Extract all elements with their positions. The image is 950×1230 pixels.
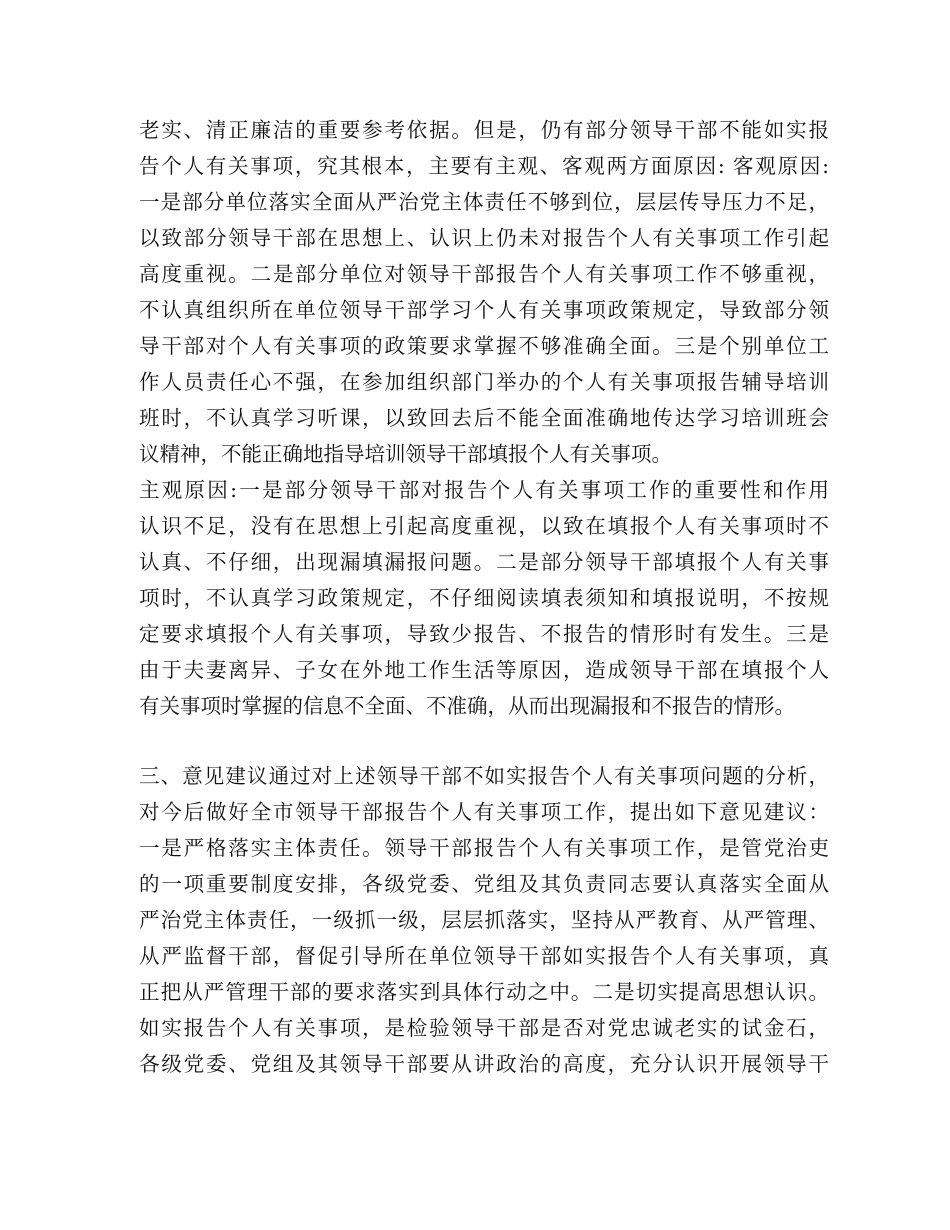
- text-line: 认识不足，没有在思想上引起高度重视，以致在填报个人有关事项时不: [139, 514, 829, 538]
- text-line: 对今后做好全市领导干部报告个人有关事项工作，提出如下意见建议：: [139, 800, 829, 824]
- paragraph-recommendations: [139, 758, 829, 1082]
- text-line: 由于夫妻离异、子女在外地工作生活等原因，造成领导干部在填报个人: [139, 658, 829, 682]
- text-line: 老实、清正廉洁的重要参考依据。但是，仍有部分领导干部不能如实报: [139, 118, 829, 142]
- text-line: 一是部分单位落实全面从严治党主体责任不够到位，层层传导压力不足，: [139, 190, 829, 214]
- text-line: 从严监督干部，督促引导所在单位领导干部如实报告个人有关事项，真: [139, 944, 829, 968]
- text-line: 一是严格落实主体责任。领导干部报告个人有关事项工作，是管党治吏: [139, 836, 829, 860]
- text-line: 的一项重要制度安排，各级党委、党组及其负责同志要认真落实全面从: [139, 872, 829, 896]
- text-line: 主观原因:一是部分领导干部对报告个人有关事项工作的重要性和作用: [139, 478, 829, 502]
- text-line: 项时，不认真学习政策规定，不仔细阅读填表须知和填报说明，不按规: [139, 586, 829, 610]
- text-line: 高度重视。二是部分单位对领导干部报告个人有关事项工作不够重视，: [139, 262, 829, 286]
- text-line: 认真、不仔细，出现漏填漏报问题。二是部分领导干部填报个人有关事: [139, 550, 829, 574]
- text-line: 正把从严管理干部的要求落实到具体行动之中。二是切实提高思想认识。: [139, 980, 829, 1004]
- text-line: 定要求填报个人有关事项，导致少报告、不报告的情形时有发生。三是: [139, 622, 829, 646]
- text-line: 如实报告个人有关事项，是检验领导干部是否对党忠诚老实的试金石，: [139, 1016, 829, 1040]
- text-line: 三、意见建议通过对上述领导干部不如实报告个人有关事项问题的分析，: [139, 764, 829, 788]
- text-line: 班时，不认真学习听课，以致回去后不能全面准确地传达学习培训班会: [139, 406, 829, 430]
- text-line: 告个人有关事项，究其根本，主要有主观、客观两方面原因: 客观原因:: [139, 154, 829, 178]
- text-line: 作人员责任心不强，在参加组织部门举办的个人有关事项报告辅导培训: [139, 370, 829, 394]
- text-line: 各级党委、党组及其领导干部要从讲政治的高度，充分认识开展领导干: [139, 1052, 829, 1076]
- text-line: 有关事项时掌握的信息不全面、不准确，从而出现漏报和不报告的情形。: [139, 694, 795, 718]
- paragraph-causes: [139, 112, 829, 724]
- text-line: 议精神，不能正确地指导培训领导干部填报个人有关事项。: [139, 442, 672, 466]
- text-line: 不认真组织所在单位领导干部学习个人有关事项政策规定，导致部分领: [139, 298, 829, 322]
- text-line: 导干部对个人有关事项的政策要求掌握不够准确全面。三是个别单位工: [139, 334, 829, 358]
- text-line: 以致部分领导干部在思想上、认识上仍未对报告个人有关事项工作引起: [139, 226, 829, 250]
- text-line: 严治党主体责任，一级抓一级，层层抓落实，坚持从严教育、从严管理、: [139, 908, 829, 932]
